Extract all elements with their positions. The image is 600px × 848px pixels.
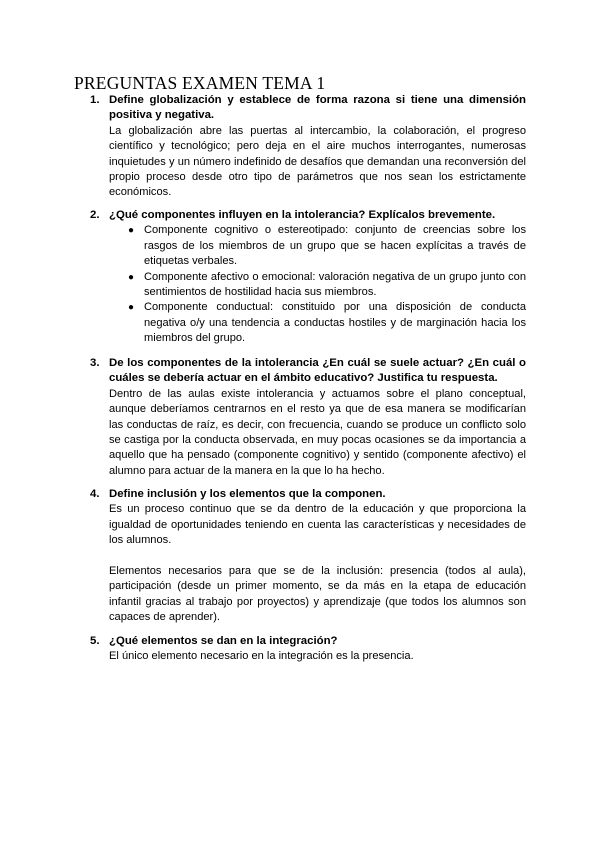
answer-paragraph: Elementos necesarios para que se de la inclusión: presencia (todos al aula), participación (desde un primer momento, se da más en la etapa de educación infantil gracias al trabajo por proyectos) y aprendizaje (que todos los alumnos son capaces de aprender). [109, 565, 526, 624]
list-item-text: Componente afectivo o emocional: valoración negativa de un grupo junto con sentimientos de hostilidad hacia sus miembros. [144, 270, 526, 299]
question-number: 4. [90, 488, 100, 500]
list-item-text: Componente conductual: constituido por una disposición de conducta negativa o/y una tendencia a conductas hostiles y de marginación hacia los miembros del grupo. [144, 301, 526, 345]
question-3 [90, 356, 526, 479]
question-number: 2. [90, 209, 100, 221]
question-title: Define globalización y establece de forma razona si tiene una dimensión positiva y negativa. [109, 94, 526, 122]
list-item-text: Componente cognitivo o estereotipado: conjunto de creencias sobre los rasgos de los miembros de un grupo que se hacen explícitas a través de etiquetas verbales. [144, 224, 526, 268]
question-title: ¿Qué elementos se dan en la integración? [109, 635, 338, 647]
answer-paragraph: Es un proceso continuo que se da dentro de la educación y que proporciona la igualdad de oportunidades teniendo en cuenta las características y necesidades de los alumnos. [109, 503, 526, 547]
bullet-icon: ● [128, 271, 135, 283]
question-4 [90, 487, 526, 626]
bullet-icon: ● [128, 225, 135, 237]
question-title: De los componentes de la intolerancia ¿En cuál se suele actuar? ¿En cuál o cuáles se debería actuar en el ámbito educativo? Justifica tu respuesta. [109, 357, 526, 385]
question-1 [90, 93, 526, 201]
question-number: 1. [90, 94, 100, 106]
list-item [128, 300, 526, 346]
question-5 [90, 634, 526, 665]
list-item [128, 223, 526, 269]
list-item [128, 270, 526, 301]
component-list [90, 223, 526, 346]
answer-paragraph: El único elemento necesario en la integración es la presencia. [109, 650, 414, 663]
question-title: Define inclusión y los elementos que la componen. [109, 488, 386, 500]
question-title: ¿Qué componentes influyen en la intolerancia? Explícalos brevemente. [109, 209, 496, 221]
page-title: PREGUNTAS EXAMEN TEMA 1 [74, 73, 326, 93]
answer-paragraph: La globalización abre las puertas al intercambio, la colaboración, el progreso científico y tecnológico; pero deja en el aire muchos interrogantes, numerosas inquietudes y un número indefinido de desafíos que demandan una reconversión del propio proceso desde otro tipo de parámetros que nos sean los estrictamente económicos. [109, 124, 526, 199]
question-number: 5. [90, 635, 100, 647]
answer-paragraph: Dentro de las aulas existe intolerancia y actuamos sobre el plano conceptual, aunque deberíamos centrarnos en el resto ya que de esa manera se modificarían las conductas de raíz, es decir, con frecuencia, cuando se produce un conflicto solo se castiga por la conducta observada, en muy pocas ocasiones se da importancia a aquello que ha pensado (componente cognitivo) y sentido (componente afectivo) el alumno para actuar de la manera en la que lo ha hecho. [109, 387, 526, 477]
question-number: 3. [90, 357, 100, 369]
bullet-icon: ● [128, 302, 135, 314]
question-2 [90, 208, 526, 347]
